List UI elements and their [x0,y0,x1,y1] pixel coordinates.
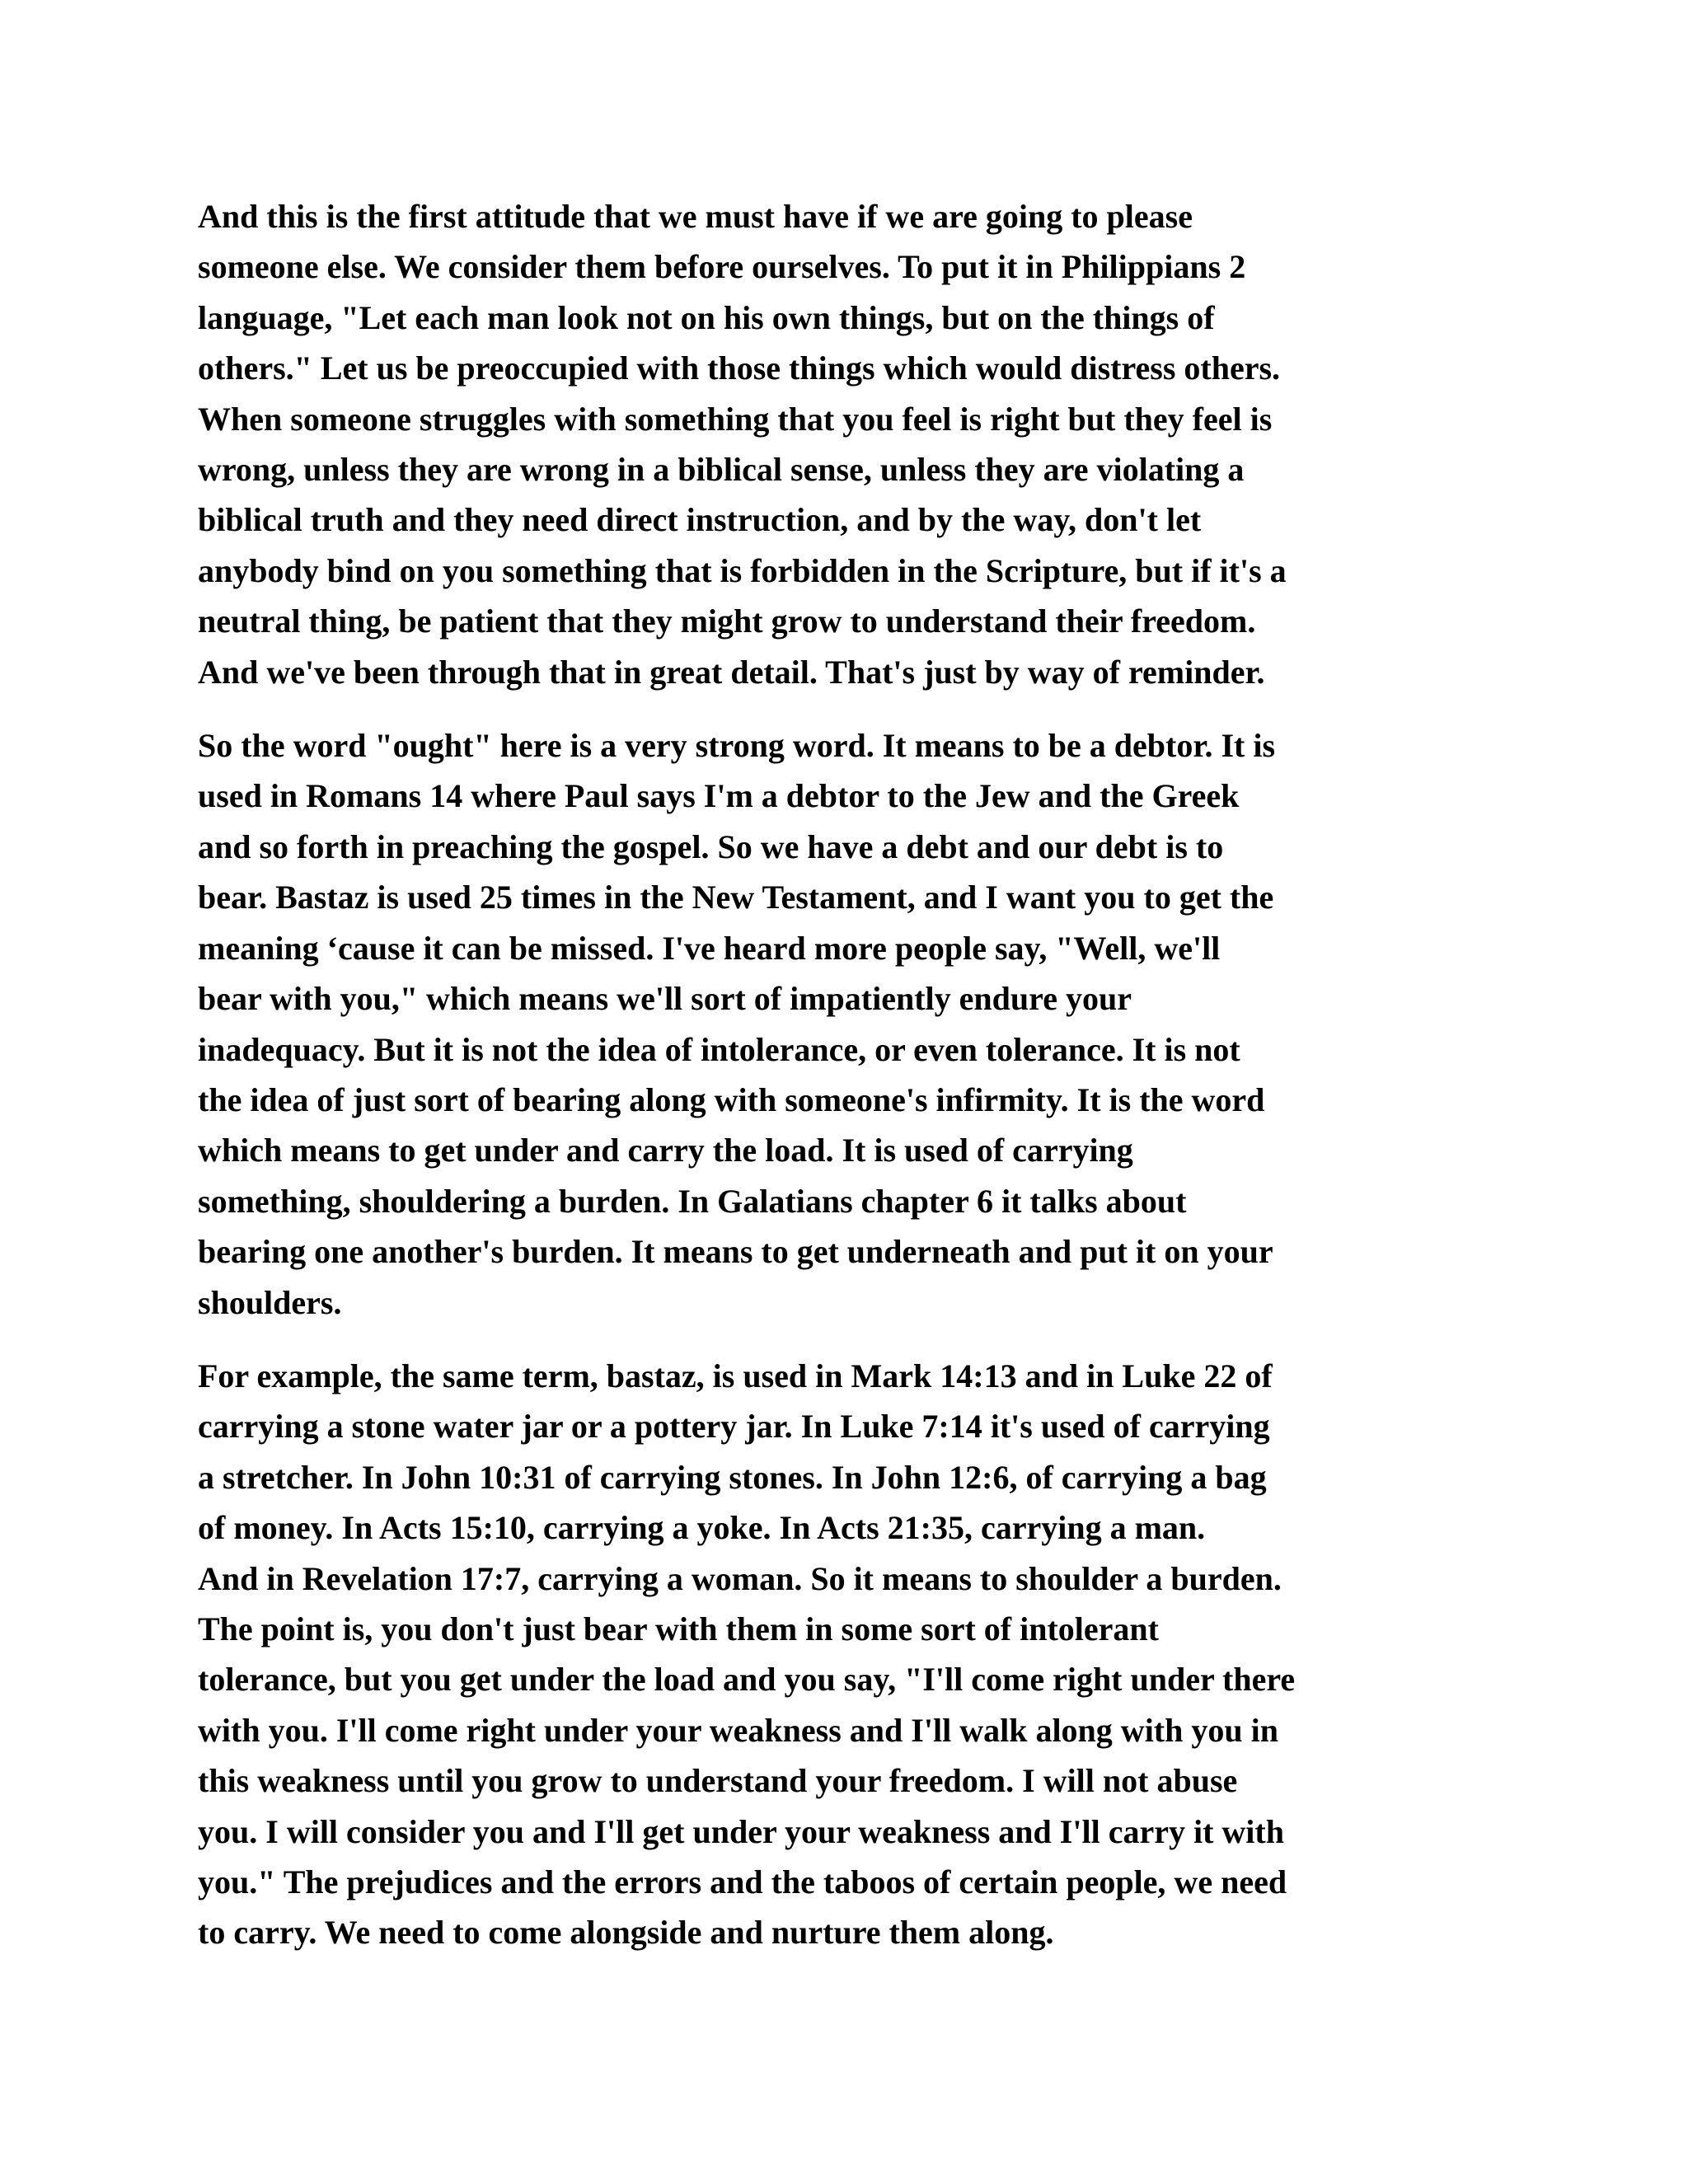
text-line: neutral thing, be patient that they might grow to understand their freedom. [198,602,1256,640]
text-line: The point is, you don't just bear with them in some sort of intolerant [198,1610,1159,1647]
text-line: And in Revelation 17:7, carrying a woman. So it means to shoulder a burden. [198,1559,1282,1597]
text-line: bear with you," which means we'll sort of impatiently endure your [198,980,1132,1018]
text-line: And we've been through that in great detail. That's just by way of reminder. [198,653,1265,691]
paragraph-ought-bastaz [198,720,1500,1328]
text-line: used in Romans 14 where Paul says I'm a debtor to the Jew and the Greek [198,777,1240,815]
text-line: And this is the first attitude that we must have if we are going to please [198,198,1193,235]
text-line: someone else. We consider them before ourselves. To put it in Philippians 2 [198,248,1246,286]
text-line: inadequacy. But it is not the idea of intolerance, or even tolerance. It is not [198,1030,1240,1068]
text-line: tolerance, but you get under the load and you say, "I'll come right under there [198,1661,1296,1699]
text-line: When someone struggles with something that you feel is right but they feel is [198,400,1273,438]
text-line: a stretcher. In John 10:31 of carrying stones. In John 12:6, of carrying a bag [198,1458,1267,1496]
paragraph-examples [198,1351,1500,1958]
text-line: of money. In Acts 15:10, carrying a yoke. In Acts 21:35, carrying a man. [198,1509,1206,1547]
text-line: you." The prejudices and the errors and the taboos of certain people, we need [198,1863,1287,1900]
text-line: carrying a stone water jar or a pottery jar. In Luke 7:14 it's used of carrying [198,1408,1270,1446]
text-line: For example, the same term, bastaz, is used in Mark 14:13 and in Luke 22 of [198,1357,1273,1394]
text-line: with you. I'll come right under your weakness and I'll walk along with you in [198,1711,1278,1749]
text-line: bearing one another's burden. It means to get underneath and put it on your [198,1233,1273,1271]
text-line: So the word "ought" here is a very strong word. It means to be a debtor. It is [198,727,1276,765]
text-line: this weakness until you grow to understand your freedom. I will not abuse [198,1762,1238,1800]
text-line: others." Let us be preoccupied with those things which would distress others. [198,349,1281,387]
text-line: you. I will consider you and I'll get under your weakness and I'll carry it with [198,1812,1284,1850]
text-line: biblical truth and they need direct instruction, and by the way, don't let [198,501,1202,539]
text-line: wrong, unless they are wrong in a biblical sense, unless they are violating a [198,451,1245,489]
text-line: to carry. We need to come alongside and nurture them along. [198,1914,1054,1952]
text-line: something, shouldering a burden. In Galatians chapter 6 it talks about [198,1182,1187,1220]
text-line: anybody bind on you something that is forbidden in the Scripture, but if it's a [198,551,1287,589]
text-line: which means to get under and carry the load. It is used of carrying [198,1132,1133,1169]
text-line: bear. Bastaz is used 25 times in the New Testament, and I want you to get the [198,879,1274,916]
document-page [198,191,1500,1981]
paragraph-first-attitude [198,191,1500,697]
text-line: language, "Let each man look not on his own things, but on the things of [198,298,1215,336]
text-line: the idea of just sort of bearing along with someone's infirmity. It is the word [198,1080,1265,1118]
text-line: shoulders. [198,1283,342,1321]
text-line: meaning ‘cause it can be missed. I've heard more people say, "Well, we'll [198,929,1221,967]
text-line: and so forth in preaching the gospel. So we have a debt and our debt is to [198,827,1224,865]
